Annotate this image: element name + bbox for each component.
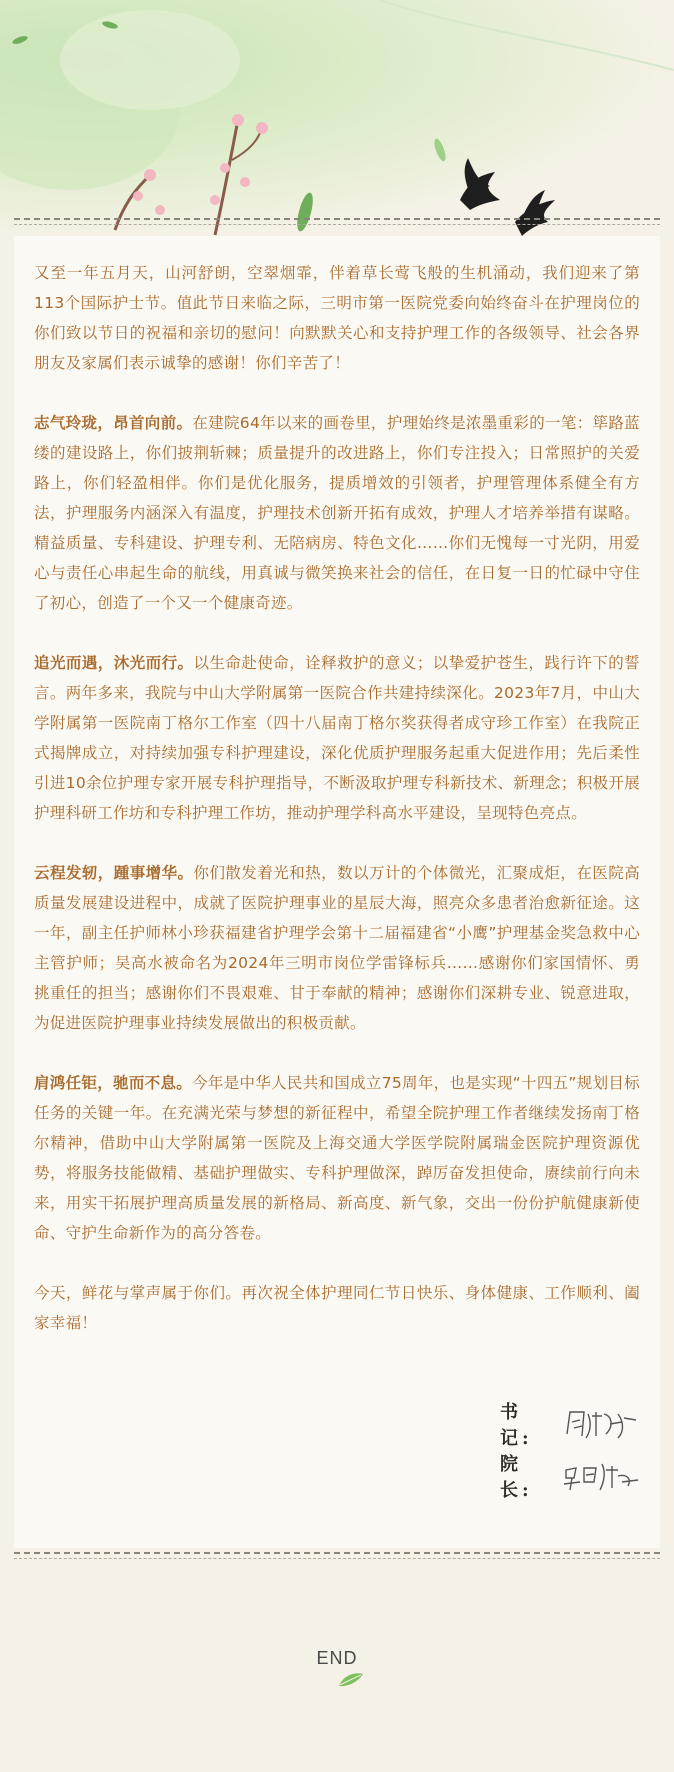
section-lead: 云程发轫，踵事增华。 <box>34 864 194 882</box>
signature-block <box>500 1398 660 1502</box>
section-paragraph-4 <box>34 1068 640 1248</box>
president-title: 院 长: <box>500 1454 533 1501</box>
section-body: 在建院64年以来的画卷里，护理始终是浓墨重彩的一笔：筚路蓝缕的建设路上，你们披荆斩棘；质量提升的改进路上，你们专注投入；日常照护的关爱路上，你们轻盈相伴。你们是优化服务，提质增效的引领者，护理管理体系健全有方法，护理服务内涵深入有温度，护理技术创新开拓有成效，护理人才培养举措有谋略。精益质量、专科建设、护理专利、无陪病房、特色文化……你们无愧每一寸光阴，用爱心与责任心串起生命的航线，用真诚与微笑换来社会的信任，在日复一日的忙碌中守住了初心，创造了一个又一个健康奇迹。 <box>34 414 640 612</box>
card-top-border <box>14 218 660 225</box>
section-lead: 追光而遇，沐光而行。 <box>34 654 194 672</box>
president-handwritten-signature <box>562 1456 642 1496</box>
leaf-icon <box>338 1672 364 1688</box>
section-lead: 志气玲珑，昂首向前。 <box>34 414 193 432</box>
letter-body <box>34 258 640 1368</box>
header-illustration <box>0 0 674 240</box>
blossom-branch-illustration <box>0 0 674 240</box>
secretary-signature-row <box>500 1398 660 1450</box>
section-lead: 肩鸿任钜，驰而不息。 <box>34 1074 193 1092</box>
section-paragraph-1 <box>34 408 640 618</box>
section-paragraph-2 <box>34 648 640 828</box>
section-body: 以生命赴使命，诠释救护的意义；以挚爱护苍生，践行许下的誓言。两年多来，我院与中山大学附属第一医院合作共建持续深化。2023年7月，中山大学附属第一医院南丁格尔工作室（四十八届南丁格尔奖获得者成守珍工作室）在我院正式揭牌成立，对持续加强专科护理建设，深化优质护理服务起重大促进作用；先后柔性引进10余位护理专家开展专科护理指导，不断汲取护理专科新技术、新理念；积极开展护理科研工作坊和专科护理工作坊，推动护理学科高水平建设，呈现特色亮点。 <box>34 654 640 822</box>
end-label: END <box>316 1648 358 1668</box>
card-bottom-border <box>14 1552 660 1559</box>
president-signature-row <box>500 1450 660 1502</box>
secretary-handwritten-signature <box>562 1404 642 1444</box>
section-paragraph-3 <box>34 858 640 1038</box>
intro-paragraph: 又至一年五月天，山河舒朗，空翠烟霏，伴着草长莺飞般的生机涌动，我们迎来了第113个国际护士节。值此节日来临之际，三明市第一医院党委向始终奋斗在护理岗位的你们致以节日的祝福和亲切的慰问！向默默关心和支持护理工作的各级领导、社会各界朋友及家属们表示诚挚的感谢！你们辛苦了！ <box>34 264 640 372</box>
secretary-title: 书 记: <box>500 1402 533 1449</box>
closing-paragraph: 今天，鲜花与掌声属于你们。再次祝全体护理同仁节日快乐、身体健康、工作顺利、阖家幸福！ <box>34 1284 640 1332</box>
section-body: 今年是中华人民共和国成立75周年，也是实现“十四五”规划目标任务的关键一年。在充满光荣与梦想的新征程中，希望全院护理工作者继续发扬南丁格尔精神，借助中山大学附属第一医院及上海交通大学医学院附属瑞金医院护理资源优势，将服务技能做精、基础护理做实、专科护理做深，踔厉奋发担使命，赓续前行向未来，用实干拓展护理高质量发展的新格局、新高度、新气象，交出一份份护航健康新使命、守护生命新作为的高分答卷。 <box>34 1074 640 1242</box>
section-body: 你们散发着光和热，数以万计的个体微光，汇聚成炬，在医院高质量发展建设进程中，成就了医院护理事业的星辰大海，照亮众多患者治愈新征途。这一年，副主任护师林小珍获福建省护理学会第十二届福建省“小鹰”护理基金奖急救中心主管护师；吴高水被命名为2024年三明市岗位学雷锋标兵……感谢你们家国情怀、勇挑重任的担当；感谢你们不畏艰难、甘于奉献的精神；感谢你们深耕专业、锐意进取，为促进医院护理事业持续发展做出的积极贡献。 <box>34 864 640 1032</box>
